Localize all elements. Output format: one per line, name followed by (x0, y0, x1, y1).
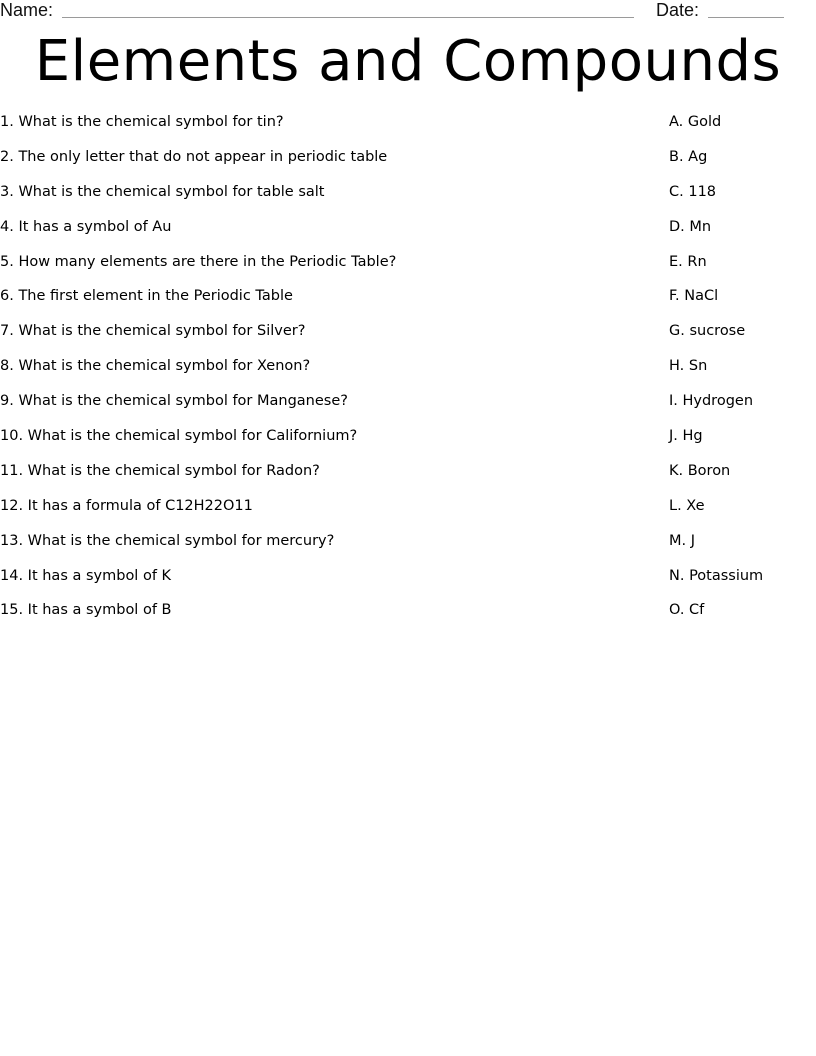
question-item: 3. What is the chemical symbol for table salt (0, 183, 325, 200)
answer-item: H. Sn (669, 358, 708, 375)
question-item: 14. It has a symbol of K (0, 567, 172, 584)
answer-item: C. 118 (669, 183, 717, 200)
answer-item: K. Boron (669, 462, 731, 479)
question-item: 9. What is the chemical symbol for Manganese? (0, 393, 348, 410)
page-title: Elements and Compounds (34, 29, 782, 94)
question-item: 12. It has a formula of C12H22O11 (0, 497, 253, 514)
question-list (0, 112, 640, 635)
date-blank-line[interactable] (708, 17, 784, 18)
question-item: 6. The first element in the Periodic Table (0, 288, 293, 305)
answer-item: B. Ag (669, 148, 708, 165)
answer-item: I. Hydrogen (669, 393, 754, 410)
worksheet-header (0, 0, 816, 24)
answer-item: N. Potassium (669, 567, 764, 584)
answer-item: O. Cf (669, 602, 705, 619)
answer-item: F. NaCl (669, 288, 719, 305)
question-item: 4. It has a symbol of Au (0, 218, 172, 235)
name-blank-line[interactable] (62, 17, 634, 18)
question-item: 1. What is the chemical symbol for tin? (0, 114, 284, 130)
answer-item: J. Hg (669, 428, 703, 445)
answer-item: A. Gold (669, 114, 722, 130)
date-label: Date: (656, 0, 700, 20)
answer-item: D. Mn (669, 218, 712, 235)
question-item: 2. The only letter that do not appear in periodic table (0, 148, 388, 165)
question-item: 13. What is the chemical symbol for mercury? (0, 532, 335, 549)
question-item: 10. What is the chemical symbol for Californium? (0, 428, 358, 445)
answer-item: M. J (669, 532, 696, 549)
question-item: 8. What is the chemical symbol for Xenon? (0, 358, 311, 375)
answer-item: L. Xe (669, 497, 705, 514)
question-item: 15. It has a symbol of B (0, 602, 172, 619)
question-item: 7. What is the chemical symbol for Silver? (0, 323, 306, 340)
question-item: 11. What is the chemical symbol for Radon? (0, 462, 320, 479)
answer-item: E. Rn (669, 253, 707, 270)
answer-list (669, 112, 809, 635)
name-label: Name: (0, 0, 54, 20)
question-item: 5. How many elements are there in the Periodic Table? (0, 253, 397, 270)
answer-item: G. sucrose (669, 323, 746, 340)
